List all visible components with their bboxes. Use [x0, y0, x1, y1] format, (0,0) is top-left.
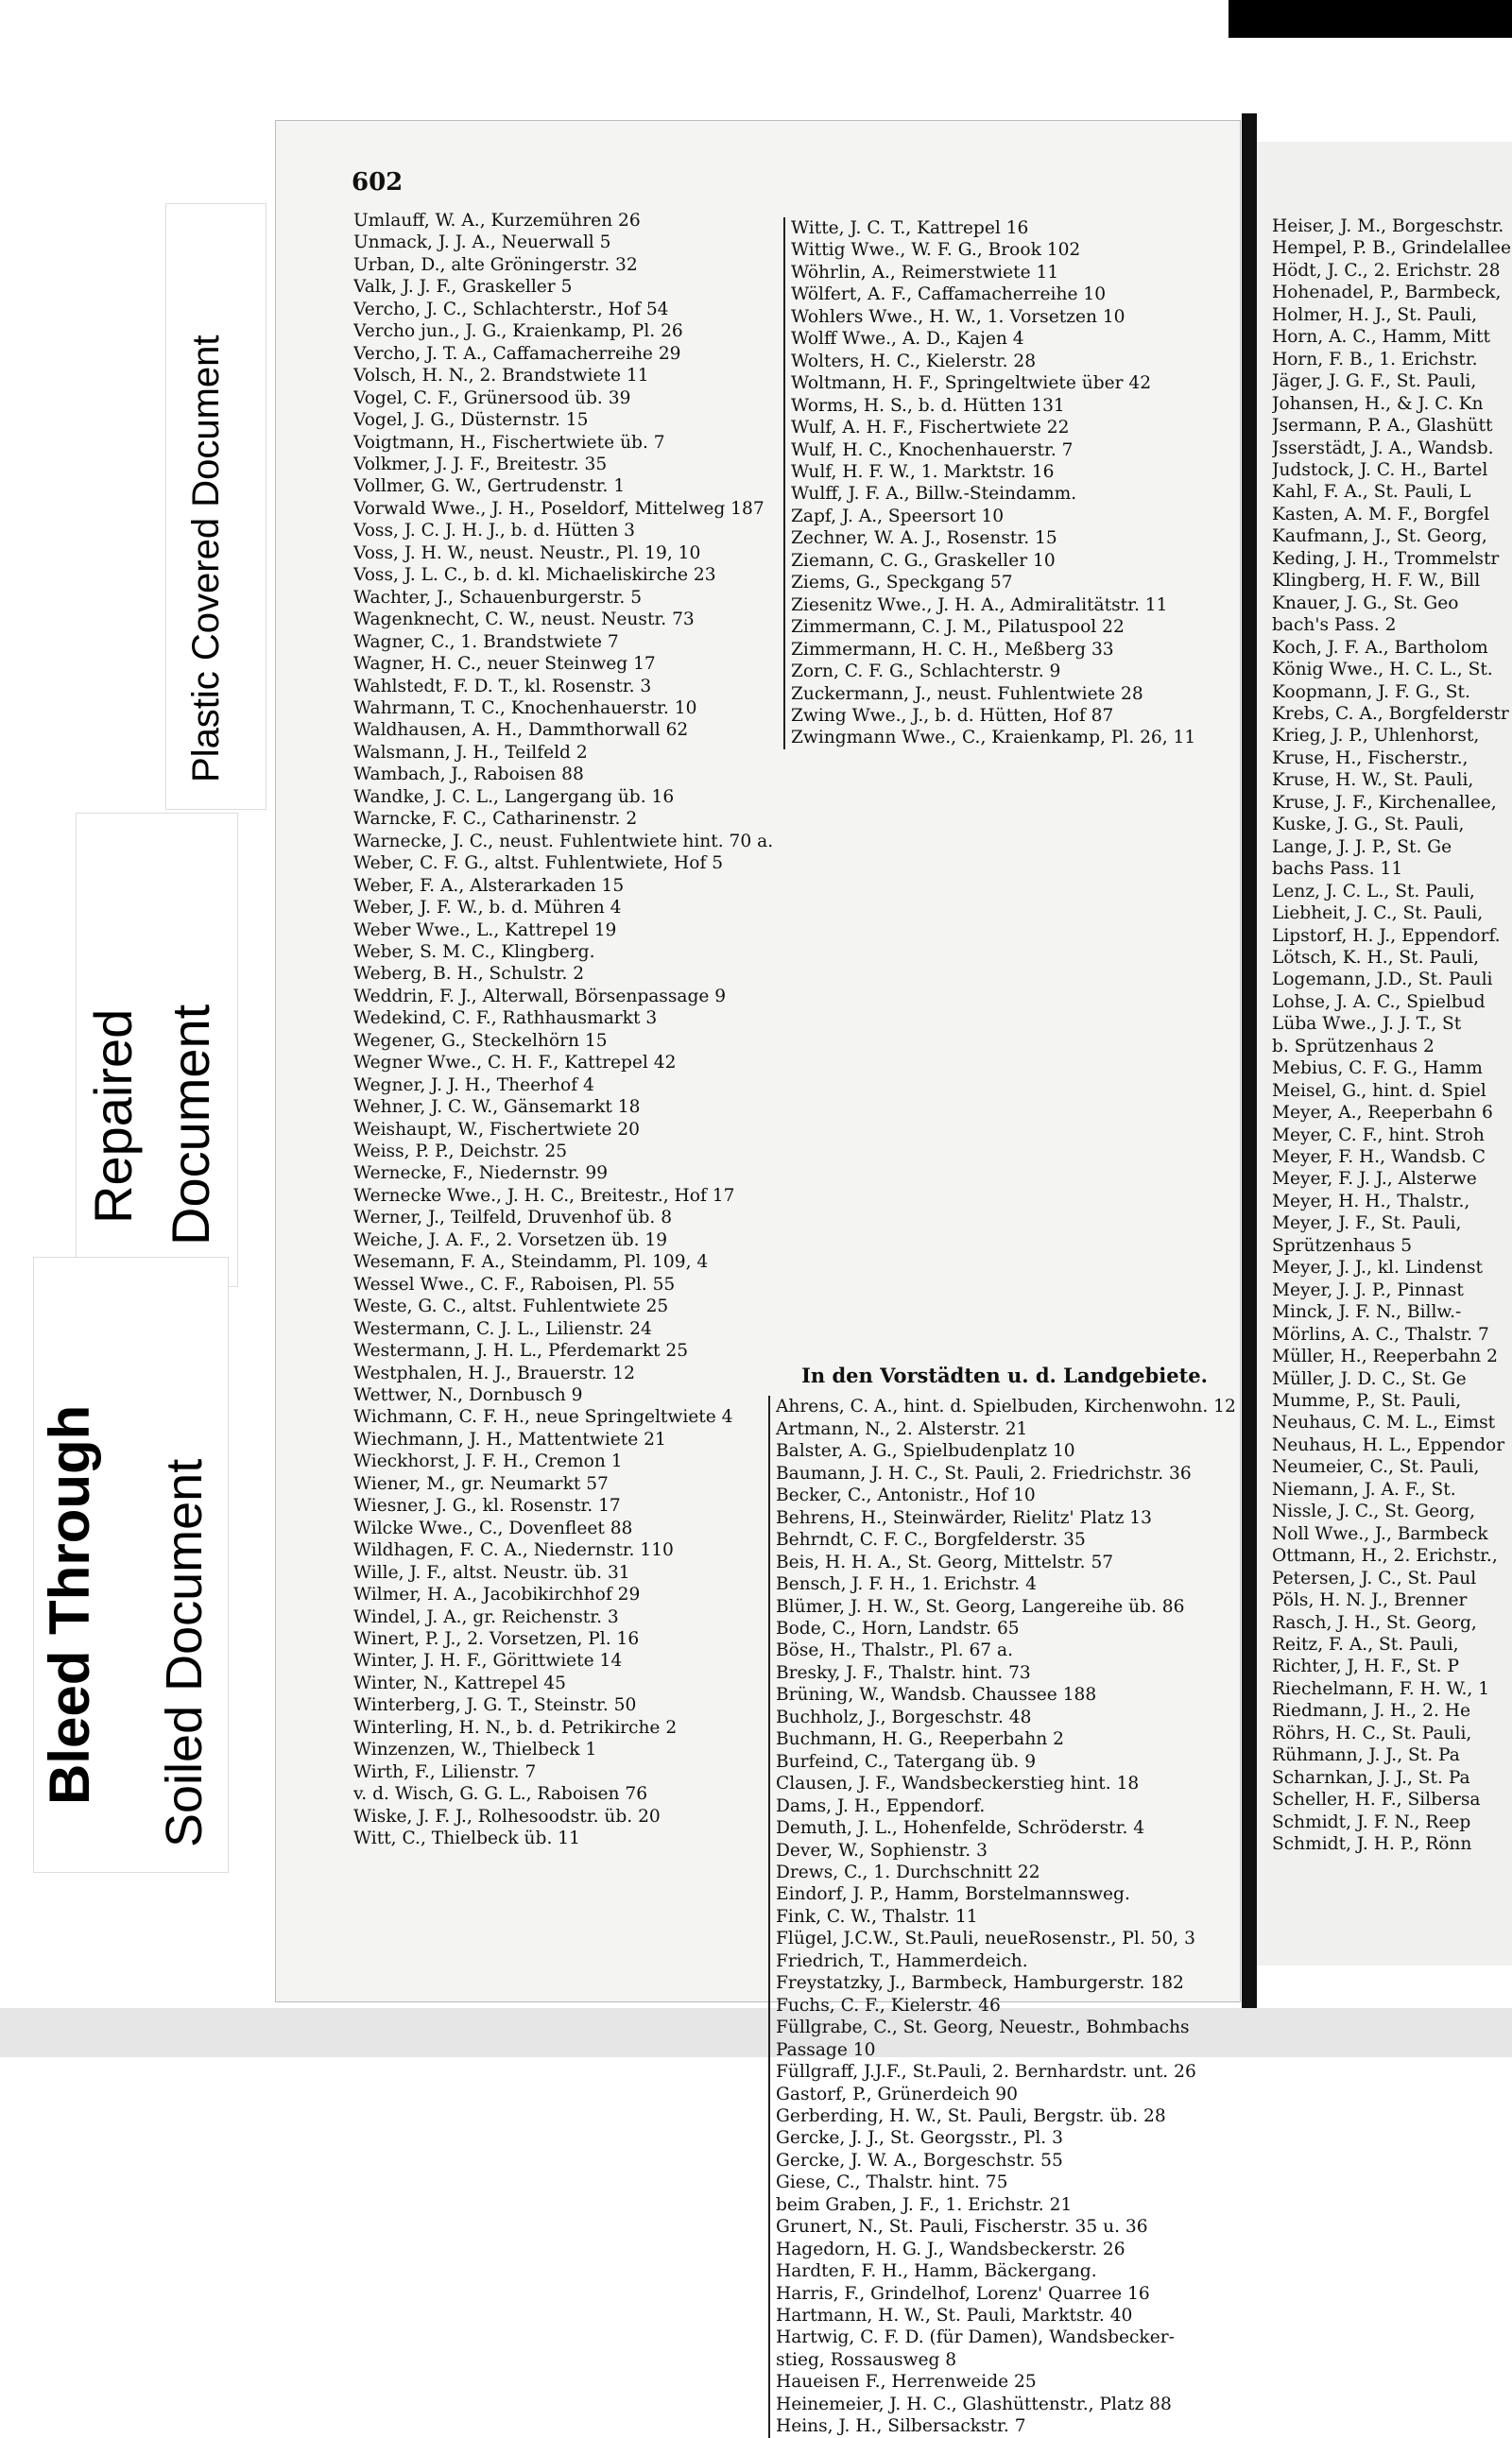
- label-soiled: Soiled Document: [156, 1458, 213, 1847]
- directory-entry: Wegner Wwe., C. H. F., Kattrepel 42: [353, 1053, 677, 1073]
- directory-entry: Böse, H., Thalstr., Pl. 67 a.: [768, 1640, 1241, 1661]
- directory-entry: Wessel Wwe., C. F., Raboisen, Pl. 55: [353, 1274, 676, 1295]
- directory-entry: Demuth, J. L., Hohenfelde, Schröderstr. 4: [768, 1817, 1241, 1839]
- directory-entry: Voss, J. H. W., neust. Neustr., Pl. 19, 10: [353, 542, 701, 563]
- directory-entry: Wedekind, C. F., Rathhausmarkt 3: [353, 1008, 658, 1029]
- directory-entry: Wulf, A. H. F., Fischertwiete 22: [791, 418, 1070, 438]
- directory-entry: Vercho, J. T. A., Caffamacherreihe 29: [353, 343, 681, 364]
- directory-entry: Vogel, J. G., Düsternstr. 15: [353, 410, 589, 431]
- directory-entry: Behrndt, C. F. C., Borgfelderstr. 35: [768, 1529, 1241, 1551]
- directory-entry: Klingberg, H. F. W., Bill: [1272, 571, 1481, 592]
- directory-entry: Weste, G. C., altst. Fuhlentwiete 25: [353, 1296, 669, 1317]
- directory-entry: Zechner, W. A. J., Rosenstr. 15: [791, 528, 1057, 549]
- column-facing-page: [1272, 215, 1512, 1856]
- directory-entry: Gercke, J. J., St. Georgsstr., Pl. 3: [768, 2127, 1241, 2149]
- directory-entry: König Wwe., H. C. L., St.: [1272, 660, 1493, 680]
- directory-entry: Kuske, J. G., St. Pauli,: [1272, 815, 1465, 835]
- directory-entry: Artmann, N., 2. Alsterstr. 21: [768, 1418, 1241, 1440]
- scan-edge-top: [1228, 0, 1512, 38]
- directory-entry: Bensch, J. F. H., 1. Erichstr. 4: [768, 1573, 1241, 1595]
- directory-entry: Krebs, C. A., Borgfelderstr: [1272, 703, 1509, 724]
- directory-entry: Urban, D., alte Gröningerstr. 32: [353, 254, 638, 275]
- directory-entry: Wulff, J. F. A., Billw.-Steindamm.: [791, 484, 1077, 505]
- directory-entry: Fuchs, C. F., Kielerstr. 46: [768, 1995, 1241, 2017]
- directory-entry: Buchholz, J., Borgeschstr. 48: [768, 1707, 1241, 1728]
- directory-entry: Hödt, J. C., 2. Erichstr. 28: [1272, 260, 1501, 281]
- directory-entry: Brüning, W., Wandsb. Chaussee 188: [768, 1684, 1241, 1706]
- directory-entry: Ahrens, C. A., hint. d. Spielbuden, Kirchenwohn. 12: [768, 1396, 1241, 1417]
- directory-entry: Meisel, G., hint. d. Spiel: [1272, 1080, 1486, 1101]
- directory-entry: Meyer, H. H., Thalstr.,: [1272, 1191, 1470, 1211]
- directory-entry: Wagner, C., 1. Brandstwiete 7: [353, 631, 619, 652]
- directory-entry: Hardten, F. H., Hamm, Bäckergang.: [768, 2260, 1241, 2282]
- directory-entry: Wambach, J., Raboisen 88: [353, 764, 584, 785]
- directory-entry: Kruse, H. W., St. Pauli,: [1272, 770, 1474, 791]
- directory-entry: Heins, J. H., Silbersackstr. 7: [768, 2415, 1241, 2437]
- directory-entry: Wernecke Wwe., J. H. C., Breitestr., Hof 17: [353, 1185, 735, 1206]
- directory-entry: Johansen, H., & J. C. Kn: [1272, 393, 1484, 414]
- directory-entry: Ottmann, H., 2. Erichstr.,: [1272, 1546, 1498, 1567]
- directory-entry: Waldhausen, A. H., Dammthorwall 62: [353, 720, 689, 741]
- directory-entry: Riechelmann, F. H. W., 1: [1272, 1678, 1490, 1699]
- directory-entry: Hagedorn, H. G. J., Wandsbeckerstr. 26: [768, 2239, 1241, 2260]
- column-middle-bottom: [768, 1351, 1241, 2438]
- directory-entry: Wachter, J., Schauenburgerstr. 5: [353, 587, 643, 608]
- directory-entry: Wille, J. F., altst. Neustr. üb. 31: [353, 1562, 630, 1583]
- directory-entry: Winter, N., Kattrepel 45: [353, 1673, 566, 1693]
- directory-entry: Meyer, J. J., kl. Lindenst: [1272, 1258, 1483, 1279]
- directory-entry: Wettwer, N., Dornbusch 9: [353, 1385, 583, 1406]
- directory-entry: Reitz, F. A., St. Pauli,: [1272, 1635, 1459, 1655]
- directory-entry: Witt, C., Thielbeck üb. 11: [353, 1828, 580, 1849]
- directory-entry: Zuckermann, J., neust. Fuhlentwiete 28: [791, 683, 1143, 704]
- directory-entry: Jsserstädt, J. A., Wandsb.: [1272, 438, 1494, 458]
- directory-entry: Röhrs, H. C., St. Pauli,: [1272, 1723, 1472, 1743]
- directory-entry: Ziesenitz Wwe., J. H. A., Admiralitätstr. 11: [791, 594, 1168, 615]
- label-plastic-covered: Plastic Covered Document: [185, 335, 227, 782]
- directory-entry: Heiser, J. M., Borgeschstr.: [1272, 216, 1504, 236]
- directory-entry: Wöhrlin, A., Reimerstwiete 11: [791, 262, 1059, 283]
- directory-entry: Passage 10: [768, 2039, 1241, 2061]
- directory-entry: Meyer, J. J. P., Pinnast: [1272, 1279, 1464, 1300]
- directory-entry: Grunert, N., St. Pauli, Fischerstr. 35 u. 36: [768, 2216, 1241, 2238]
- directory-entry: Ziemann, C. G., Graskeller 10: [791, 550, 1056, 571]
- directory-entry: Meyer, F. J. J., Alsterwe: [1272, 1169, 1477, 1190]
- directory-entry: Voigtmann, H., Fischertwiete üb. 7: [353, 432, 665, 453]
- directory-entry: Wolff Wwe., A. D., Kajen 4: [791, 329, 1024, 350]
- directory-entry: Pöls, H. N. J., Brenner: [1272, 1590, 1468, 1611]
- directory-entry: Schmidt, J. H. P., Rönn: [1272, 1834, 1472, 1855]
- directory-entry: Holmer, H. J., St. Pauli,: [1272, 304, 1478, 325]
- directory-entry: Fink, C. W., Thalstr. 11: [768, 1906, 1241, 1928]
- directory-entry: Baumann, J. H. C., St. Pauli, 2. Friedrichstr. 36: [768, 1463, 1241, 1485]
- directory-entry: stieg, Rossausweg 8: [768, 2349, 1241, 2371]
- directory-entry: Meyer, J. F., St. Pauli,: [1272, 1213, 1462, 1234]
- directory-entry: Bode, C., Horn, Landstr. 65: [768, 1618, 1241, 1640]
- directory-entry: v. d. Wisch, G. G. L., Raboisen 76: [353, 1784, 648, 1805]
- directory-entry: Gercke, J. W. A., Borgeschstr. 55: [768, 2150, 1241, 2172]
- directory-entry: Lipstorf, H. J., Eppendorf.: [1272, 925, 1501, 946]
- directory-entry: Gastorf, P., Grünerdeich 90: [768, 2084, 1241, 2105]
- directory-entry: Freystatzky, J., Barmbeck, Hamburgerstr. 182: [768, 1972, 1241, 1994]
- directory-entry: Hartmann, H. W., St. Pauli, Marktstr. 40: [768, 2305, 1241, 2326]
- directory-entry: Lüba Wwe., J. J. T., St: [1272, 1014, 1462, 1035]
- directory-entry: Wernecke, F., Niedernstr. 99: [353, 1163, 609, 1184]
- directory-entry: Warncke, F. C., Catharinenstr. 2: [353, 809, 638, 830]
- directory-entry: Wohlers Wwe., H. W., 1. Vorsetzen 10: [791, 306, 1125, 327]
- directory-entry: Burfeind, C., Tatergang üb. 9: [768, 1751, 1241, 1773]
- directory-entry: Winterling, H. N., b. d. Petrikirche 2: [353, 1717, 678, 1738]
- directory-entry: Müller, H., Reeperbahn 2: [1272, 1347, 1499, 1367]
- directory-entry: Horn, F. B., 1. Erichstr.: [1272, 349, 1478, 369]
- directory-entry: Umlauff, W. A., Kurzemühren 26: [353, 211, 641, 231]
- directory-entry: Mörlins, A. C., Thalstr. 7: [1272, 1324, 1489, 1345]
- directory-entry: Logemann, J.D., St. Pauli: [1272, 970, 1493, 990]
- directory-entry: Füllgraff, J.J.F., St.Pauli, 2. Bernhardstr. unt. 26: [768, 2061, 1241, 2083]
- directory-entry: Kruse, J. F., Kirchenallee,: [1272, 792, 1497, 813]
- directory-entry: Westermann, J. H. L., Pferdemarkt 25: [353, 1341, 689, 1362]
- directory-entry: Lohse, J. A. C., Spielbud: [1272, 991, 1486, 1012]
- directory-entry: Wölfert, A. F., Caffamacherreihe 10: [791, 284, 1107, 305]
- directory-entry: Wiechmann, J. H., Mattentwiete 21: [353, 1429, 666, 1450]
- directory-entry: Wahlstedt, F. D. T., kl. Rosenstr. 3: [353, 676, 652, 696]
- directory-entry: Winert, P. J., 2. Vorsetzen, Pl. 16: [353, 1629, 640, 1649]
- directory-entry: Wegner, J. J. H., Theerhof 4: [353, 1074, 594, 1095]
- directory-entry: Weber, J. F. W., b. d. Mühren 4: [353, 898, 622, 919]
- directory-entry: Zapf, J. A., Speersort 10: [791, 506, 1005, 526]
- directory-entry: Warnecke, J. C., neust. Fuhlentwiete hint. 70 a.: [353, 831, 774, 851]
- label-repaired: Repaired: [83, 1008, 143, 1224]
- directory-entry: Zorn, C. F. G., Schlachterstr. 9: [791, 661, 1061, 682]
- directory-entry: Niemann, J. A. F., St.: [1272, 1479, 1456, 1500]
- directory-entry: Wahrmann, T. C., Knochenhauerstr. 10: [353, 697, 697, 718]
- directory-entry: Wieckhorst, J. F. H., Cremon 1: [353, 1451, 623, 1472]
- directory-entry: Voss, J. L. C., b. d. kl. Michaeliskirche 23: [353, 565, 716, 586]
- directory-entry: Neumeier, C., St. Pauli,: [1272, 1457, 1480, 1478]
- directory-entry: Zimmermann, H. C. H., Meßberg 33: [791, 639, 1114, 660]
- directory-entry: Dever, W., Sophienstr. 3: [768, 1840, 1241, 1862]
- directory-entry: Sprützenhaus 5: [1272, 1235, 1413, 1256]
- directory-entry: Wesemann, F. A., Steindamm, Pl. 109, 4: [353, 1252, 709, 1273]
- directory-entry: beim Graben, J. F., 1. Erichstr. 21: [768, 2194, 1241, 2216]
- section-heading: In den Vorstädten u. d. Landgebiete.: [801, 1364, 1208, 1387]
- directory-entry: Wehner, J. C. W., Gänsemarkt 18: [353, 1097, 641, 1118]
- directory-entry: Beis, H. H. A., St. Georg, Mittelstr. 57: [768, 1552, 1241, 1573]
- directory-entry: Wagenknecht, C. W., neust. Neustr. 73: [353, 610, 695, 630]
- directory-entry: Kahl, F. A., St. Pauli, L: [1272, 482, 1471, 503]
- directory-entry: Windel, J. A., gr. Reichenstr. 3: [353, 1606, 619, 1627]
- directory-entry: Volsch, H. N., 2. Brandstwiete 11: [353, 366, 649, 386]
- directory-entry: Flügel, J.C.W., St.Pauli, neueRosenstr., Pl. 50, 3: [768, 1928, 1241, 1949]
- directory-entry: Kaufmann, J., St. Georg,: [1272, 526, 1487, 547]
- label-bleed-through: Bleed Through: [38, 1404, 101, 1805]
- directory-entry: Neuhaus, C. M. L., Eimst: [1272, 1413, 1496, 1434]
- directory-entry: Hohenadel, P., Barmbeck,: [1272, 283, 1502, 303]
- directory-entry: Woltmann, H. F., Springeltwiete über 42: [791, 373, 1152, 394]
- directory-entry: Wiske, J. F. J., Rolhesoodstr. üb. 20: [353, 1806, 661, 1827]
- directory-entry: Vollmer, G. W., Gertrudenstr. 1: [353, 476, 626, 497]
- directory-entry: Mebius, C. F. G., Hamm: [1272, 1058, 1483, 1079]
- directory-entry: Dams, J. H., Eppendorf.: [768, 1795, 1241, 1817]
- directory-entry: Gerberding, H. W., St. Pauli, Bergstr. üb. 28: [768, 2105, 1241, 2127]
- directory-entry: Zimmermann, C. J. M., Pilatuspool 22: [791, 617, 1125, 638]
- directory-entry: Rühmann, J. J., St. Pa: [1272, 1745, 1460, 1766]
- directory-entry: Weber, C. F. G., altst. Fuhlentwiete, Hof 5: [353, 853, 724, 874]
- directory-entry: Westermann, C. J. L., Lilienstr. 24: [353, 1318, 652, 1339]
- directory-entry: Kasten, A. M. F., Borgfel: [1272, 504, 1490, 524]
- label-strip: [0, 0, 274, 2057]
- directory-entry: Winzenzen, W., Thielbeck 1: [353, 1740, 597, 1760]
- directory-entry: Wiesner, J. G., kl. Rosenstr. 17: [353, 1496, 621, 1517]
- directory-entry: Wolters, H. C., Kielerstr. 28: [791, 351, 1037, 371]
- directory-entry: Eindorf, J. P., Hamm, Borstelmannsweg.: [768, 1883, 1241, 1905]
- directory-entry: Jäger, J. G. F., St. Pauli,: [1272, 371, 1477, 392]
- scan-edge-bottom: [0, 2008, 1512, 2057]
- directory-entry: Zwing Wwe., J., b. d. Hütten, Hof 87: [791, 705, 1114, 726]
- directory-entry: Weber Wwe., L., Kattrepel 19: [353, 919, 617, 940]
- directory-entry: Vercho jun., J. G., Kraienkamp, Pl. 26: [353, 321, 683, 342]
- directory-entry: Wulf, H. F. W., 1. Marktstr. 16: [791, 461, 1055, 482]
- directory-entry: Lange, J. J. P., St. Ge: [1272, 836, 1452, 857]
- directory-entry: Wandke, J. C. L., Langergang üb. 16: [353, 786, 675, 807]
- column-left: [353, 210, 774, 1850]
- directory-entry: Vercho, J. C., Schlachterstr., Hof 54: [353, 299, 669, 319]
- directory-entry: Witte, J. C. T., Kattrepel 16: [791, 218, 1029, 238]
- directory-entry: Noll Wwe., J., Barmbeck: [1272, 1523, 1488, 1544]
- directory-entry: Meyer, A., Reeperbahn 6: [1272, 1103, 1493, 1124]
- directory-entry: Weddrin, F. J., Alterwall, Börsenpassage 9: [353, 986, 727, 1006]
- directory-entry: Volkmer, J. J. F., Breitestr. 35: [353, 454, 608, 474]
- directory-entry: Voss, J. C. J. H. J., b. d. Hütten 3: [353, 521, 635, 541]
- directory-entry: Nissle, J. C., St. Georg,: [1272, 1502, 1475, 1522]
- directory-entry: Vogel, C. F., Grünersood üb. 39: [353, 387, 631, 408]
- directory-entry: Kruse, H., Fischerstr.,: [1272, 747, 1469, 768]
- directory-entry: Giese, C., Thalstr. hint. 75: [768, 2172, 1241, 2193]
- directory-entry: Wulf, H. C., Knochenhauerstr. 7: [791, 439, 1074, 460]
- directory-entry: Hartwig, C. F. D. (für Damen), Wandsbecker-: [768, 2326, 1241, 2348]
- directory-entry: Heinemeier, J. H. C., Glashüttenstr., Platz 88: [768, 2394, 1241, 2415]
- directory-entry: Weiss, P. P., Deichstr. 25: [353, 1142, 568, 1162]
- directory-entry: Meyer, C. F., hint. Stroh: [1272, 1125, 1485, 1145]
- directory-entry: Jsermann, P. A., Glashütt: [1272, 416, 1493, 437]
- directory-entry: Wichmann, C. F. H., neue Springeltwiete 4: [353, 1407, 733, 1428]
- directory-entry: Lenz, J. C. L., St. Pauli,: [1272, 881, 1475, 901]
- directory-entry: Friedrich, T., Hammerdeich.: [768, 1950, 1241, 1972]
- directory-entry: Walsmann, J. H., Teilfeld 2: [353, 742, 588, 763]
- directory-entry: Wirth, F., Lilienstr. 7: [353, 1761, 537, 1782]
- directory-entry: Valk, J. J. F., Graskeller 5: [353, 277, 573, 298]
- directory-entry: bach's Pass. 2: [1272, 615, 1397, 636]
- directory-entry: Liebheit, J. C., St. Pauli,: [1272, 903, 1484, 924]
- directory-entry: Haueisen F., Herrenweide 25: [768, 2371, 1241, 2393]
- directory-entry: Petersen, J. C., St. Paul: [1272, 1568, 1477, 1588]
- directory-entry: Weiche, J. A. F., 2. Vorsetzen üb. 19: [353, 1229, 668, 1250]
- directory-entry: b. Sprützenhaus 2: [1272, 1036, 1435, 1056]
- directory-entry: Wittig Wwe., W. F. G., Brook 102: [791, 240, 1081, 261]
- directory-entry: Hempel, P. B., Grindelallee: [1272, 238, 1511, 259]
- directory-entry: Ziems, G., Speckgang 57: [791, 573, 1013, 593]
- directory-entry: Richter, J, H. F., St. P: [1272, 1657, 1459, 1677]
- directory-entry: Neuhaus, H. L., Eppendor: [1272, 1434, 1505, 1455]
- directory-entry: Weishaupt, W., Fischertwiete 20: [353, 1119, 640, 1140]
- directory-entry: Wegener, G., Steckelhörn 15: [353, 1030, 608, 1051]
- directory-entry: Bresky, J. F., Thalstr. hint. 73: [768, 1662, 1241, 1684]
- directory-entry: Scheller, H. F., Silbersa: [1272, 1790, 1481, 1811]
- directory-entry: Buchmann, H. G., Reeperbahn 2: [768, 1728, 1241, 1750]
- directory-entry: Worms, H. S., b. d. Hütten 131: [791, 395, 1065, 416]
- directory-entry: Schmidt, J. F. N., Reep: [1272, 1811, 1471, 1832]
- directory-entry: Wagner, H. C., neuer Steinweg 17: [353, 654, 656, 675]
- directory-entry: Müller, J. D. C., St. Ge: [1272, 1368, 1467, 1389]
- label-repaired-document: Document: [161, 1004, 220, 1245]
- directory-entry: Judstock, J. C. H., Bartel: [1272, 459, 1488, 480]
- directory-entry: Rasch, J. H., St. Georg,: [1272, 1612, 1477, 1633]
- directory-entry: Lötsch, K. H., St. Pauli,: [1272, 947, 1479, 968]
- directory-entry: Harris, F., Grindelhof, Lorenz' Quarree 16: [768, 2283, 1241, 2305]
- directory-entry: Wiener, M., gr. Neumarkt 57: [353, 1473, 609, 1494]
- directory-entry: Winter, J. H. F., Görittwiete 14: [353, 1651, 623, 1672]
- directory-entry: Scharnkan, J. J., St. Pa: [1272, 1767, 1470, 1788]
- directory-entry: Riedmann, J. H., 2. He: [1272, 1701, 1470, 1722]
- page-number: 602: [352, 168, 404, 197]
- directory-entry: Keding, J. H., Trommelstr: [1272, 548, 1500, 569]
- directory-entry: Weber, S. M. C., Klingberg.: [353, 941, 595, 962]
- directory-entry: Wildhagen, F. C. A., Niedernstr. 110: [353, 1540, 674, 1561]
- directory-entry: bachs Pass. 11: [1272, 859, 1403, 880]
- directory-entry: Behrens, H., Steinwärder, Rielitz' Platz 13: [768, 1507, 1241, 1529]
- directory-entry: Drews, C., 1. Durchschnitt 22: [768, 1862, 1241, 1883]
- directory-entry: Winterberg, J. G. T., Steinstr. 50: [353, 1695, 637, 1716]
- column-middle-top: [783, 217, 1246, 749]
- directory-entry: Wilcke Wwe., C., Dovenfleet 88: [353, 1518, 633, 1538]
- directory-entry: Zwingmann Wwe., C., Kraienkamp, Pl. 26, 11: [791, 728, 1196, 748]
- directory-entry: Vorwald Wwe., J. H., Poseldorf, Mittelweg 187: [353, 498, 765, 519]
- directory-entry: Mumme, P., St. Pauli,: [1272, 1391, 1462, 1412]
- directory-entry: Unmack, J. J. A., Neuerwall 5: [353, 232, 611, 253]
- directory-entry: Horn, A. C., Hamm, Mitt: [1272, 327, 1490, 348]
- directory-entry: Füllgrabe, C., St. Georg, Neuestr., Bohmbachs: [768, 2017, 1241, 2038]
- directory-entry: Wilmer, H. A., Jacobikirchhof 29: [353, 1585, 641, 1605]
- directory-entry: Koopmann, J. F. G., St.: [1272, 681, 1470, 702]
- directory-entry: Krieg, J. P., Uhlenhorst,: [1272, 726, 1480, 747]
- directory-entry: Werner, J., Teilfeld, Druvenhof üb. 8: [353, 1208, 673, 1228]
- directory-entry: Weber, F. A., Alsterarkaden 15: [353, 875, 625, 896]
- directory-entry: Becker, C., Antonistr., Hof 10: [768, 1485, 1241, 1506]
- directory-entry: Knauer, J. G., St. Geo: [1272, 592, 1459, 613]
- directory-entry: Weberg, B. H., Schulstr. 2: [353, 964, 585, 985]
- directory-entry: Meyer, F. H., Wandsb. C: [1272, 1147, 1486, 1168]
- directory-entry: Balster, A. G., Spielbudenplatz 10: [768, 1440, 1241, 1462]
- directory-entry: Minck, J. F. N., Billw.-: [1272, 1302, 1462, 1323]
- directory-entry: Blümer, J. H. W., St. Georg, Langereihe üb. 86: [768, 1596, 1241, 1618]
- directory-entry: Koch, J. F. A., Bartholom: [1272, 637, 1488, 658]
- directory-entry: Clausen, J. F., Wandsbeckerstieg hint. 18: [768, 1773, 1241, 1794]
- directory-entry: Westphalen, H. J., Brauerstr. 12: [353, 1363, 635, 1383]
